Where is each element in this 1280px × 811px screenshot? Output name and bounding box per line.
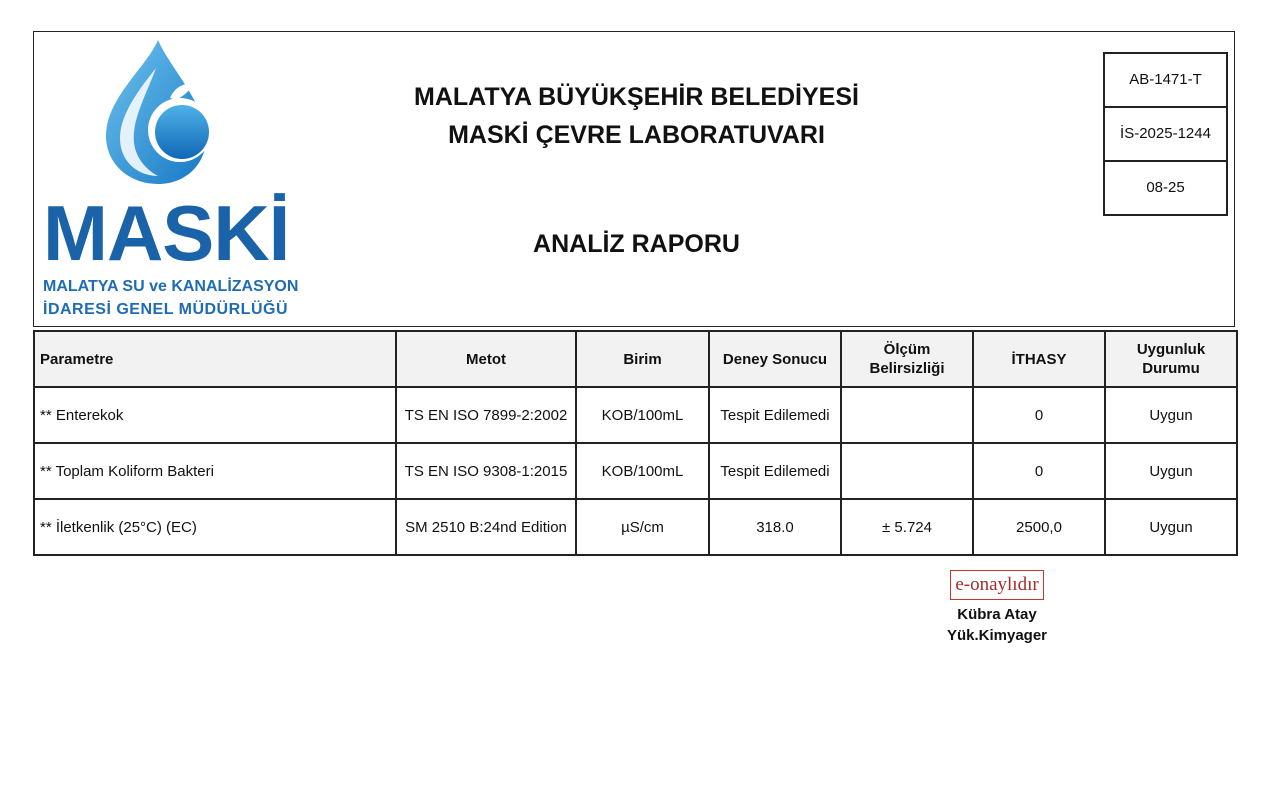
document-codes [1103, 52, 1228, 216]
header-olcum-belirsizligi: Ölçüm Belirsizliği [841, 331, 973, 387]
cell-uygunluk: Uygun [1105, 499, 1237, 555]
e-approval-stamp: e-onaylıdır [950, 570, 1043, 600]
cell-deney-sonucu: Tespit Edilemedi [709, 387, 841, 443]
cell-uygunluk: Uygun [1105, 443, 1237, 499]
table-row [34, 387, 1237, 443]
code-period: 08-25 [1146, 179, 1185, 196]
header-deney-sonucu: Deney Sonucu [709, 331, 841, 387]
cell-olcum-belirsizligi [841, 387, 973, 443]
cell-uygunluk: Uygun [1105, 387, 1237, 443]
laboratory-title: MASKİ ÇEVRE LABORATUVARI [448, 121, 825, 149]
header-birim: Birim [576, 331, 709, 387]
report-title: ANALİZ RAPORU [533, 230, 740, 258]
cell-deney-sonucu: 318.0 [709, 499, 841, 555]
table-header-row [34, 331, 1237, 387]
header-ithasy: İTHASY [973, 331, 1105, 387]
cell-ithasy: 0 [973, 443, 1105, 499]
signer-name: Kübra Atay [957, 606, 1037, 623]
signature-block [893, 570, 1101, 646]
signer-title: Yük.Kimyager [946, 627, 1048, 644]
maski-logo [41, 36, 299, 324]
analysis-results-table [33, 330, 1238, 556]
table-row [34, 499, 1237, 555]
cell-parametre: ** Enterekok [34, 387, 396, 443]
code-accreditation: AB-1471-T [1105, 54, 1226, 108]
cell-birim: µS/cm [576, 499, 709, 555]
cell-metot: SM 2510 B:24nd Edition [396, 499, 576, 555]
header-parametre: Parametre [34, 331, 396, 387]
cell-parametre: ** İletkenlik (25°C) (EC) [34, 499, 396, 555]
cell-birim: KOB/100mL [576, 387, 709, 443]
cell-ithasy: 2500,0 [973, 499, 1105, 555]
logo-wordmark: MASKİ [43, 189, 290, 277]
table-row [34, 443, 1237, 499]
cell-metot: TS EN ISO 7899-2:2002 [396, 387, 576, 443]
institution-title: MALATYA BÜYÜKŞEHİR BELEDİYESİ [414, 83, 859, 111]
header-metot: Metot [396, 331, 576, 387]
report-header [33, 31, 1235, 327]
header-uygunluk-durumu: Uygunluk Durumu [1105, 331, 1237, 387]
cell-deney-sonucu: Tespit Edilemedi [709, 443, 841, 499]
cell-ithasy: 0 [973, 387, 1105, 443]
logo-subtitle-line2: İDARESİ GENEL MÜDÜRLÜĞÜ [43, 301, 288, 318]
code-report-number: İS-2025-1244 [1105, 108, 1226, 162]
cell-metot: TS EN ISO 9308-1:2015 [396, 443, 576, 499]
cell-olcum-belirsizligi: ± 5.724 [841, 499, 973, 555]
cell-birim: KOB/100mL [576, 443, 709, 499]
cell-parametre: ** Toplam Koliform Bakteri [34, 443, 396, 499]
logo-subtitle-line1: MALATYA SU ve KANALİZASYON [43, 278, 299, 295]
cell-olcum-belirsizligi [841, 443, 973, 499]
water-drop-icon [96, 38, 226, 188]
